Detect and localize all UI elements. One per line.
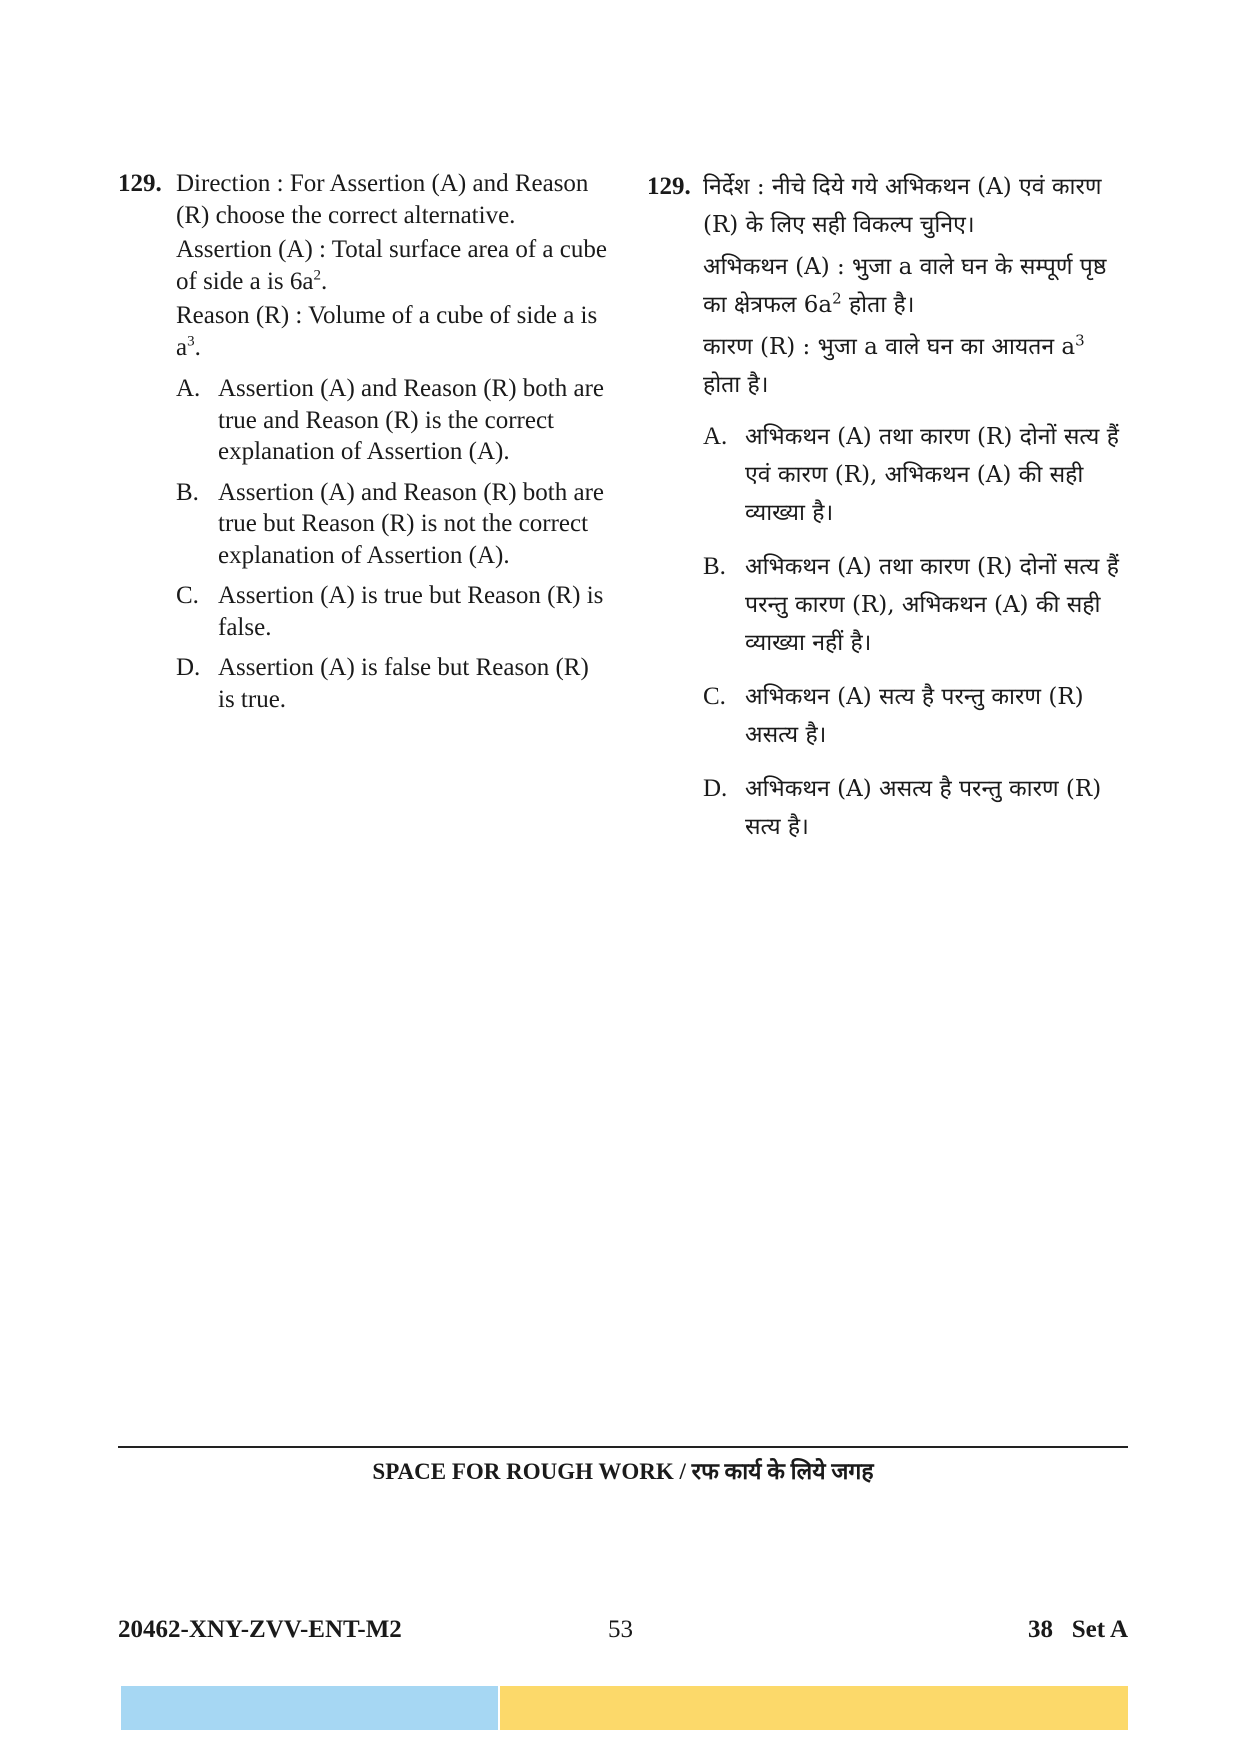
option-text: Assertion (A) is true but Reason (R) is false. <box>218 582 604 641</box>
option-text: अभिकथन (A) सत्य है परन्तु कारण (R) असत्य है। <box>745 684 1084 748</box>
option-letter: D. <box>703 775 728 802</box>
option-letter: A. <box>176 375 201 402</box>
reason-text: कारण (R) : भुजा a वाले घन का आयतन $a^3$ होता है। <box>703 331 1085 398</box>
option-letter: A. <box>703 423 728 450</box>
question-number: 129. <box>647 173 691 200</box>
option-d <box>703 770 1127 846</box>
option-text: Assertion (A) and Reason (R) both are true and Reason (R) is the correct explanation of Assertion (A). <box>218 375 605 465</box>
reason-text: Reason (R) : Volume of a cube of side a is $a^3$. <box>176 302 598 361</box>
option-c <box>176 580 608 643</box>
rough-work-divider <box>118 1446 1128 1448</box>
option-letter: C. <box>703 683 726 710</box>
question-hindi <box>647 168 1127 862</box>
option-b <box>703 548 1127 662</box>
option-letter: B. <box>703 553 726 580</box>
option-d <box>176 652 608 715</box>
footer-bar-yellow <box>500 1686 1128 1730</box>
options-list <box>703 418 1127 846</box>
option-text: Assertion (A) and Reason (R) both are true but Reason (R) is not the correct explanation of Assertion (A). <box>218 478 605 569</box>
question-english <box>118 168 608 724</box>
assertion-text: अभिकथन (A) : भुजा a वाले घन के सम्पूर्ण पृष्ठ का क्षेत्रफल $6a^2$ होता है। <box>703 254 1107 318</box>
option-text: अभिकथन (A) तथा कारण (R) दोनों सत्य हैं एवं कारण (R), अभिकथन (A) की सही व्याख्या है। <box>745 424 1119 526</box>
option-text: Assertion (A) is false but Reason (R) is true. <box>218 654 589 713</box>
option-b <box>176 477 608 572</box>
assertion-text: Assertion (A) : Total surface area of a cube of side a is $6a^2$. <box>176 236 607 295</box>
question-number: 129. <box>118 170 162 197</box>
option-letter: D. <box>176 654 201 681</box>
option-letter: C. <box>176 582 199 609</box>
option-a <box>703 418 1127 532</box>
footer-bar-blue <box>121 1686 498 1730</box>
options-list <box>176 373 608 715</box>
direction-text: Direction : For Assertion (A) and Reason (R) choose the correct alternative. <box>176 170 589 229</box>
option-text: अभिकथन (A) तथा कारण (R) दोनों सत्य हैं परन्तु कारण (R), अभिकथन (A) की सही व्याख्या नहीं है। <box>745 554 1119 656</box>
option-a <box>176 373 608 468</box>
set-label: 38 Set A <box>1028 1616 1128 1643</box>
page-number: 53 <box>608 1616 633 1643</box>
rough-work-label: SPACE FOR ROUGH WORK / रफ कार्य के लिये जगह <box>372 1459 874 1484</box>
direction-text: निर्देश : नीचे दिये गये अभिकथन (A) एवं कारण (R) के लिए सही विकल्प चुनिए। <box>703 174 1102 238</box>
option-c <box>703 678 1127 754</box>
option-text: अभिकथन (A) असत्य है परन्तु कारण (R) सत्य है। <box>745 776 1102 840</box>
option-letter: B. <box>176 478 199 506</box>
booklet-code: 20462-XNY-ZVV-ENT-M2 <box>118 1616 402 1643</box>
